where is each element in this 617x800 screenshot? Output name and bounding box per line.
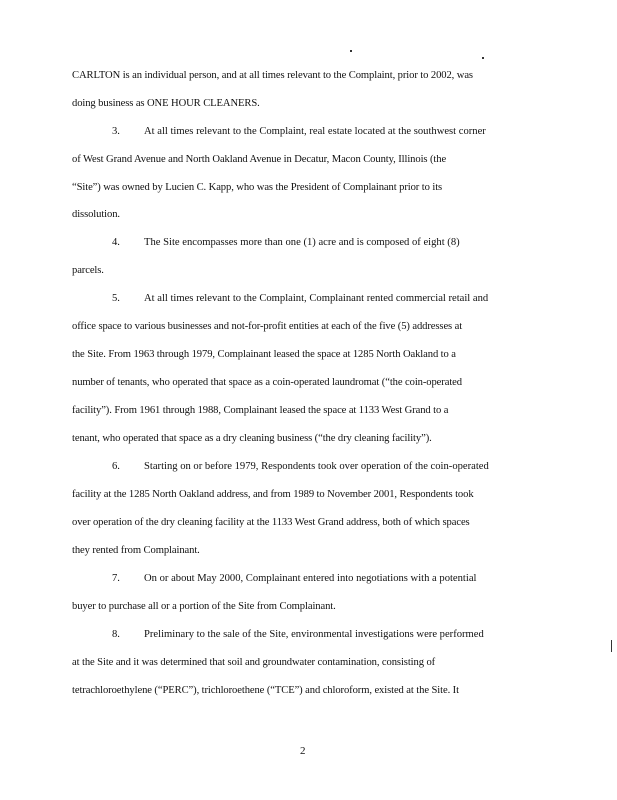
paragraph-line: office space to various businesses and not-for-profit entities at each of the five (5) addresses at (72, 321, 463, 332)
intro-line-1: CARLTON is an individual person, and at all times relevant to the Complaint, prior to 2002, was (72, 70, 473, 81)
paragraph-first-line: Preliminary to the sale of the Site, environmental investigations were performed (144, 629, 484, 640)
paragraph-number: 7. (112, 573, 120, 584)
paragraph-first-line: Starting on or before 1979, Respondents took over operation of the coin-operated (144, 461, 489, 472)
paragraph-line: facility at the 1285 North Oakland address, and from 1989 to November 2001, Respondents took (72, 489, 474, 500)
paragraph-first-line: At all times relevant to the Complaint, real estate located at the southwest corner (144, 126, 486, 137)
paragraph-line: tetrachloroethylene (“PERC”), trichloroethene (“TCE”) and chloroform, existed at the Site. It (72, 685, 459, 696)
paragraph-line: number of tenants, who operated that space as a coin-operated laundromat (“the coin-operated (72, 377, 462, 388)
paragraph-line: “Site”) was owned by Lucien C. Kapp, who was the President of Complainant prior to its (72, 182, 443, 193)
paragraph-line: parcels. (72, 265, 104, 276)
scan-speck (611, 640, 612, 652)
paragraph-number: 8. (112, 629, 120, 640)
paragraph-number: 5. (112, 293, 120, 304)
intro-line-2: doing business as ONE HOUR CLEANERS. (72, 98, 260, 109)
paragraph-line: dissolution. (72, 209, 120, 220)
paragraph-line: over operation of the dry cleaning facility at the 1133 West Grand address, both of which spaces (72, 517, 470, 528)
page-number: 2 (300, 745, 306, 757)
scan-speck (482, 57, 484, 59)
paragraph-number: 6. (112, 461, 120, 472)
paragraph-first-line: On or about May 2000, Complainant entered into negotiations with a potential (144, 573, 477, 584)
paragraph-first-line: At all times relevant to the Complaint, Complainant rented commercial retail and (144, 293, 489, 304)
paragraph-line: they rented from Complainant. (72, 545, 200, 556)
paragraph-line: of West Grand Avenue and North Oakland Avenue in Decatur, Macon County, Illinois (the (72, 154, 447, 165)
paragraph-number: 4. (112, 237, 120, 248)
paragraph-first-line: The Site encompasses more than one (1) acre and is composed of eight (8) (144, 237, 460, 248)
paragraph-line: at the Site and it was determined that soil and groundwater contamination, consisting of (72, 657, 436, 668)
paragraph-line: facility”). From 1961 through 1988, Complainant leased the space at 1133 West Grand to a (72, 405, 449, 416)
paragraph-number: 3. (112, 126, 120, 137)
paragraph-line: buyer to purchase all or a portion of the Site from Complainant. (72, 601, 336, 612)
scan-speck (350, 50, 352, 52)
paragraph-line: tenant, who operated that space as a dry cleaning business (“the dry cleaning facility”). (72, 433, 432, 444)
paragraph-line: the Site. From 1963 through 1979, Complainant leased the space at 1285 North Oakland to a (72, 349, 456, 360)
